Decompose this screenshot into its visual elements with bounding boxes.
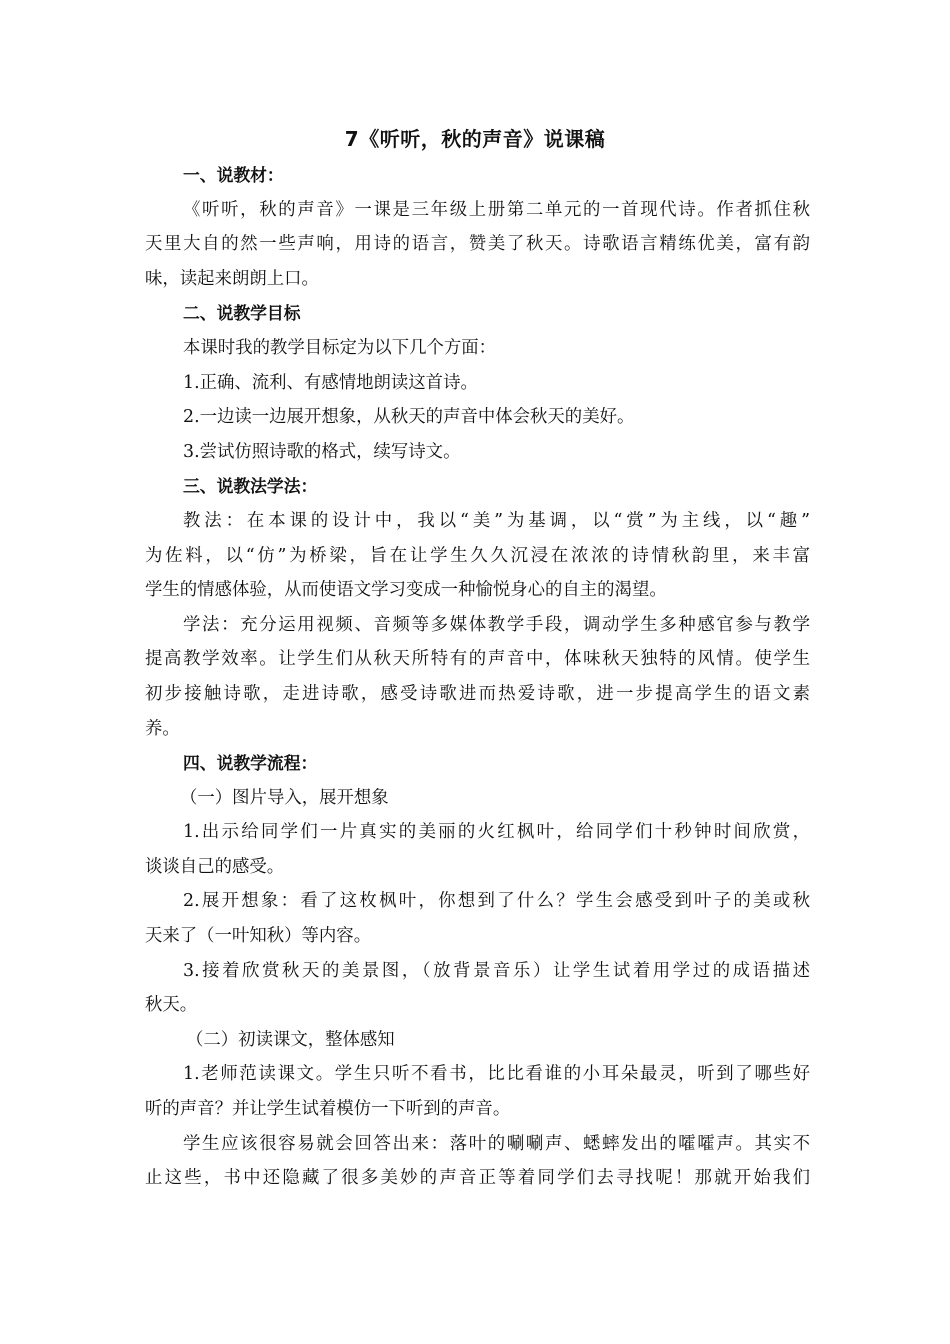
section-heading-teaching-material: 一、说教材：: [183, 165, 284, 185]
paragraph-line: 《听听，秋的声音》一课是三年级上册第二单元的一首现代诗。作者抓住秋: [183, 199, 810, 220]
paragraph-line: 提高教学效率。让学生们从秋天所特有的声音中，体味秋天独特的风情。使学生: [145, 649, 810, 670]
section-heading-teaching-goals: 二、说教学目标: [183, 303, 301, 324]
document-title: 7《听听，秋的声音》说课稿: [344, 127, 606, 151]
paragraph-line: 教法：在本课的设计中，我以“美”为基调，以“赏”为主线，以“趣”: [183, 510, 810, 531]
section-heading-teaching-process: 四、说教学流程：: [183, 753, 318, 774]
paragraph-line: 1.出示给同学们一片真实的美丽的火红枫叶，给同学们十秒钟时间欣赏，: [183, 822, 810, 843]
paragraph-line: 为佐料，以“仿”为桥梁，旨在让学生久久沉浸在浓浓的诗情秋韵里，来丰富: [145, 545, 810, 566]
paragraph-line: 学法：充分运用视频、音频等多媒体教学手段，调动学生多种感官参与教学: [183, 614, 810, 635]
goal-item: 1.正确、流利、有感情地朗读这首诗。: [183, 372, 478, 393]
paragraph-line: 养。: [145, 718, 180, 739]
paragraph-line: 天来了（一叶知秋）等内容。: [145, 926, 372, 947]
subsection-heading: （一）图片导入，展开想象: [180, 787, 389, 808]
paragraph-line: 学生的情感体验，从而使语文学习变成一种愉悦身心的自主的渴望。: [145, 580, 667, 601]
subsection-heading: （二）初读课文，整体感知: [186, 1029, 395, 1050]
paragraph-line: 初步接触诗歌，走进诗歌，感受诗歌进而热爱诗歌，进一步提高学生的语文素: [145, 683, 810, 704]
paragraph-line: 学生应该很容易就会回答出来：落叶的唰唰声、蟋蟀发出的嚯嚯声。其实不: [183, 1133, 810, 1154]
paragraph-line: 2.展开想象：看了这枚枫叶，你想到了什么？学生会感受到叶子的美或秋: [183, 891, 810, 912]
section-heading-teaching-methods: 三、说教法学法：: [183, 476, 318, 497]
paragraph-line: 1.老师范读课文。学生只听不看书，比比看谁的小耳朵最灵，听到了哪些好: [183, 1064, 810, 1085]
paragraph-line: 3.接着欣赏秋天的美景图，（放背景音乐）让学生试着用学过的成语描述: [183, 960, 810, 981]
document-body: [145, 158, 810, 1196]
paragraph-line: 天里大自的然一些声响，用诗的语言，赞美了秋天。诗歌语言精练优美，富有韵: [145, 234, 810, 255]
paragraph-line: 味，读起来朗朗上口。: [145, 268, 319, 289]
paragraph-line: 止这些，书中还隐藏了很多美妙的声音正等着同学们去寻找呢！那就开始我们: [145, 1168, 810, 1189]
paragraph-line: 本课时我的教学目标定为以下几个方面：: [183, 337, 497, 358]
goal-item: 3.尝试仿照诗歌的格式，续写诗文。: [183, 441, 461, 462]
paragraph-line: 谈谈自己的感受。: [145, 856, 285, 877]
paragraph-line: 听的声音？并让学生试着模仿一下听到的声音。: [145, 1099, 511, 1120]
goal-item: 2.一边读一边展开想象，从秋天的声音中体会秋天的美好。: [183, 407, 635, 428]
paragraph-line: 秋天。: [145, 995, 198, 1016]
